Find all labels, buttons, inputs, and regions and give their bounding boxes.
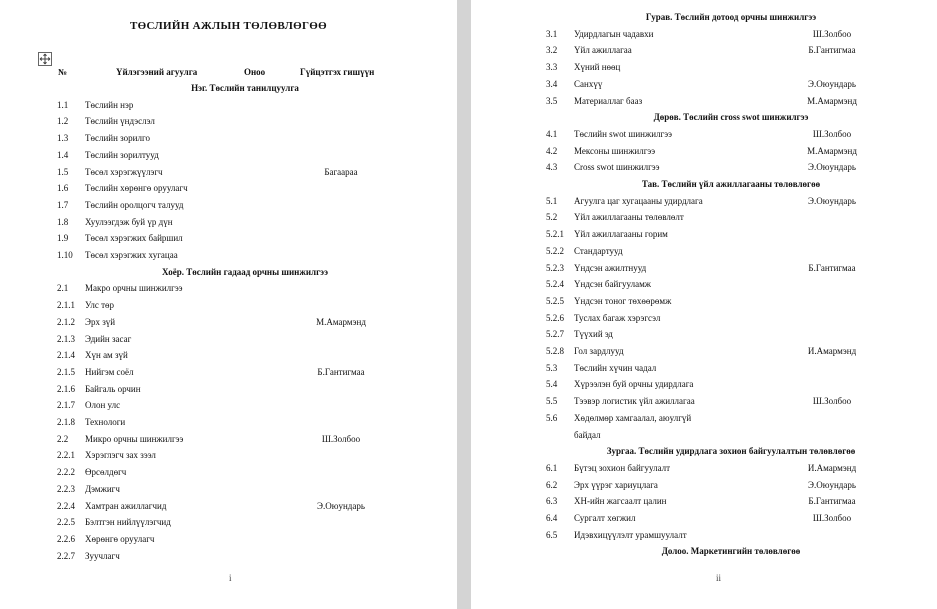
row-activity: Дэмжигч	[85, 483, 120, 494]
row-activity: Төслийн swot шинжилгээ	[574, 128, 672, 139]
row-activity: Төсөл хэрэгжих хугацаа	[85, 250, 178, 260]
row-activity: Материаллаг бааз	[574, 95, 643, 106]
row-activity: Нийгэм соёл	[85, 366, 134, 377]
row-number: 2.1.5	[57, 366, 75, 377]
row-number: 2.2.5	[57, 517, 75, 528]
row-activity: Өрсөлдөгч	[85, 467, 127, 478]
row-activity: Стандартууд	[574, 245, 623, 256]
row-number: 1.10	[57, 250, 73, 260]
row-activity: Хамтран ажиллагчид	[85, 500, 167, 511]
row-number: 3.4	[546, 78, 558, 89]
row-executor: Ш.Золбоо	[812, 128, 852, 139]
row-activity: Үйл ажиллагааны төлөвлөлт	[574, 212, 684, 223]
row-number: 2.1	[57, 283, 69, 294]
row-activity: Үндсэн тоног төхөөрөмж	[574, 295, 672, 306]
row-number: 2.2.1	[57, 450, 75, 461]
row-activity: Технологи	[85, 417, 126, 427]
row-number: 5.2.6	[546, 312, 564, 323]
row-activity: Төслийн оролцогч талууд	[85, 199, 184, 210]
row-activity: Тээвэр логистик үйл ажиллагаа	[574, 396, 695, 407]
row-number: 1.5	[57, 166, 69, 177]
row-activity: Хүн ам зүй	[85, 350, 128, 361]
row-number: 3.3	[546, 62, 558, 73]
row-executor: Ш.Золбоо	[812, 396, 852, 407]
column-header-no: №	[58, 67, 68, 77]
row-number: 5.2	[546, 212, 558, 223]
row-executor: М.Амармэнд	[807, 145, 857, 156]
row-activity: Хүрээлэн буй орчны удирдлага	[574, 379, 694, 390]
row-activity: Бэлтгэн нийлүүлэгчид	[85, 517, 171, 528]
row-number: 2.1.6	[57, 383, 75, 394]
row-number: 2.2.2	[57, 467, 75, 478]
row-activity: Макро орчны шинжилгээ	[85, 283, 183, 294]
row-number: 4.3	[546, 162, 558, 173]
section-title: Долоо. Маркетингийн төлөвлөгөө	[661, 546, 801, 557]
row-number: 2.1.7	[57, 400, 75, 411]
row-activity: Төслийн үндэслэл	[85, 116, 155, 127]
row-activity: Улс төр	[85, 300, 115, 311]
row-executor: Э.Оюундарь	[808, 195, 856, 206]
document-page-1	[0, 0, 457, 609]
row-activity: Зуучлагч	[85, 550, 120, 561]
row-activity: Төсөл хэрэгжих байршил	[85, 233, 183, 244]
row-number: 5.5	[546, 396, 558, 407]
row-activity: Агуулга цаг хугацааны удирдлага	[574, 195, 703, 206]
row-activity: Төслийн хүчин чадал	[574, 362, 657, 373]
row-activity: Эрх үүрэг хариуцлага	[574, 479, 658, 490]
row-number: 4.2	[546, 145, 558, 156]
row-number: 2.2.7	[57, 550, 75, 561]
row-number: 2.2.4	[57, 500, 75, 511]
row-activity: Төсөл хэрэгжүүлэгч	[85, 166, 163, 177]
row-number: 1.9	[57, 233, 69, 244]
page-number: ii	[716, 573, 722, 583]
row-executor: Э.Оюундарь	[317, 500, 365, 511]
column-header-activity: Үйлэгээний агуулга	[116, 67, 198, 77]
row-activity: Төслийн хөрөнгө оруулагч	[85, 183, 188, 194]
row-activity: Эрх зүй	[85, 316, 116, 327]
row-activity: Түүхий эд	[574, 329, 613, 340]
page-gap	[457, 0, 471, 609]
row-number: 5.1	[546, 195, 558, 206]
row-activity: Төслийн зорилтууд	[85, 149, 159, 160]
row-number: 1.2	[57, 116, 69, 127]
row-number: 5.2.3	[546, 262, 564, 273]
row-number: 3.5	[546, 95, 558, 106]
row-number: 5.2.5	[546, 295, 564, 306]
row-number: 4.1	[546, 128, 558, 139]
row-activity-continued: байдал	[574, 429, 601, 440]
row-executor: М.Амармэнд	[316, 316, 366, 327]
row-activity: Гол зардлууд	[574, 346, 624, 356]
row-activity: Хуулээгдэж буй үр дүн	[85, 216, 173, 227]
row-activity: Мексоны шинжилгээ	[574, 145, 656, 156]
row-number: 6.3	[546, 496, 558, 507]
section-title: Нэг. Төслийн танилцуулга	[191, 83, 299, 93]
row-number: 2.1.2	[57, 316, 75, 327]
row-number: 1.6	[57, 183, 69, 194]
row-number: 5.2.2	[546, 245, 564, 256]
row-number: 2.1.1	[57, 300, 75, 311]
row-activity: Хэрэглэгч зах зээл	[85, 450, 156, 461]
row-number: 3.1	[546, 28, 558, 39]
row-activity: Хүний нөөц	[574, 62, 621, 73]
column-header-score: Оноо	[244, 67, 266, 77]
document-page-2	[471, 0, 937, 609]
row-activity: Идэвхицүүлэлт урамшуулалт	[574, 529, 687, 540]
row-number: 3.2	[546, 45, 558, 56]
row-executor: М.Амармэнд	[807, 95, 857, 106]
row-executor: И.Амармэнд	[807, 346, 857, 356]
row-activity: Микро орчны шинжилгээ	[85, 433, 184, 444]
row-activity: Үйл ажиллагааны горим	[574, 229, 668, 240]
section-title: Гурав. Төслийн дотоод орчны шинжилгээ	[645, 12, 817, 22]
row-number: 2.1.4	[57, 350, 75, 361]
section-title: Дөрөв. Төслийн cross swot шинжилгээ	[653, 112, 809, 123]
row-executor: Э.Оюундарь	[808, 479, 856, 490]
row-number: 1.8	[57, 216, 69, 227]
row-activity: Санхүү	[574, 78, 603, 89]
column-header-executor: Гүйцэтгэх гишүүн	[300, 67, 375, 77]
row-executor: И.Амармэнд	[807, 462, 857, 473]
row-executor: Ш.Золбоо	[812, 513, 852, 523]
row-number: 5.2.7	[546, 329, 564, 340]
row-number: 2.1.8	[57, 417, 75, 427]
row-number: 1.7	[57, 199, 69, 210]
row-activity: Үндсэн байгууламж	[574, 279, 652, 290]
section-title: Тав. Төслийн үйл ажиллагааны төлөвлөгөө	[641, 179, 821, 189]
row-activity: Олон улс	[85, 400, 121, 411]
row-number: 2.2	[57, 433, 69, 444]
row-executor: Э.Оюундарь	[808, 162, 856, 173]
row-activity: Сургалт хөгжил	[574, 513, 636, 523]
row-executor: Ш.Золбоо	[812, 28, 852, 39]
row-executor: Б.Гантигмаа	[808, 45, 856, 56]
row-number: 1.4	[57, 149, 69, 160]
section-title: Хоёр. Төслийн гадаад орчны шинжилгээ	[162, 266, 328, 277]
section-title: Зургаа. Төслийн удирдлага зохион байгуулалтын төлөвлөгөө	[606, 446, 856, 457]
row-number: 6.4	[546, 513, 558, 523]
row-number: 5.2.1	[546, 229, 564, 240]
row-activity: Төслийн нэр	[85, 99, 134, 110]
row-number: 5.2.8	[546, 346, 564, 356]
row-executor: Б.Гантигмаа	[808, 262, 856, 273]
row-activity: Төслийн зорилго	[85, 133, 150, 144]
row-executor: Б.Гантигмаа	[317, 366, 365, 377]
row-executor: Ш.Золбоо	[321, 433, 361, 444]
row-activity: Бүтэц зохион байгуулалт	[574, 462, 671, 473]
table-move-handle-icon[interactable]	[38, 52, 52, 66]
row-number: 6.1	[546, 462, 558, 473]
row-activity: Үндсэн ажилтнууд	[574, 262, 647, 273]
row-executor: Б.Гантигмаа	[808, 496, 856, 507]
row-number: 6.2	[546, 479, 558, 490]
row-number: 5.4	[546, 379, 558, 390]
row-number: 2.1.3	[57, 333, 75, 344]
row-activity: Туслах багаж хэрэгсэл	[574, 312, 661, 323]
row-number: 1.3	[57, 133, 69, 144]
document-title: ТӨСЛИЙН АЖЛЫН ТӨЛӨВЛӨГӨӨ	[130, 20, 327, 32]
row-executor: Э.Оюундарь	[808, 78, 856, 89]
row-number: 2.2.3	[57, 483, 75, 494]
row-activity: Үйл ажиллагаа	[574, 45, 632, 56]
row-activity: Удирдлагын чадавхи	[574, 28, 654, 39]
row-activity: Хөдөлмөр хамгаалал, аюулгүй	[574, 412, 692, 423]
page-number: i	[229, 573, 232, 583]
row-number: 5.3	[546, 362, 558, 373]
row-executor: Багаараа	[324, 166, 358, 177]
row-number: 2.2.6	[57, 533, 75, 544]
row-activity: Эдийн засаг	[85, 333, 132, 344]
row-activity: Cross swot шинжилгээ	[574, 162, 660, 173]
row-number: 5.6	[546, 412, 558, 423]
row-number: 5.2.4	[546, 279, 564, 290]
row-number: 6.5	[546, 529, 558, 540]
row-activity: Байгаль орчин	[85, 383, 141, 394]
row-number: 1.1	[57, 99, 69, 110]
row-activity: ХН-ийн жагсаалт цалин	[574, 496, 667, 507]
row-activity: Хөрөнгө оруулагч	[85, 533, 155, 544]
